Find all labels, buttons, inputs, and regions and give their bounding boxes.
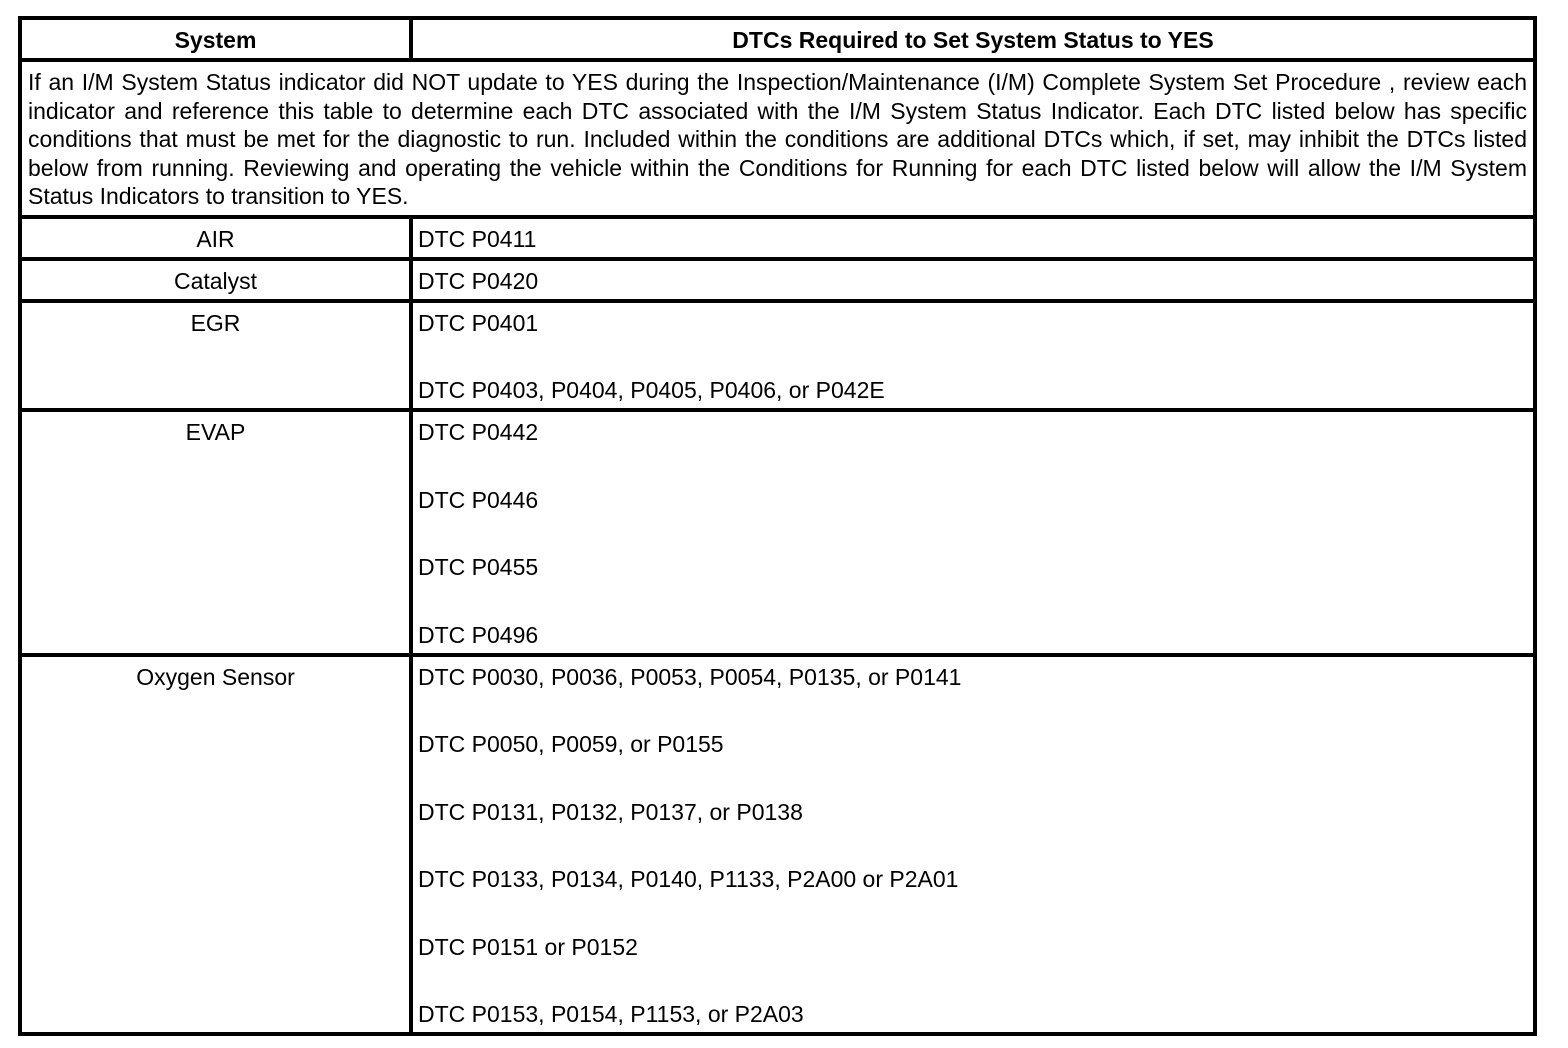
table-row-egr [20, 301, 1535, 411]
dtc-code: DTC P0411 [418, 225, 537, 252]
dtc-code: DTC P0446 [418, 486, 539, 513]
table-row-oxygen-sensor [20, 655, 1535, 1035]
header-system: System [20, 18, 411, 60]
intro-text: If an I/M System Status indicator did NOT update to YES during the Inspection/Maintenance (I/M) Complete System Set Procedure , review each indicator and reference this table to determine each DTC associated with the I/M System Status Indicator. Each DTC listed below has specific conditions that must be met for the diagnostic to run. Included within the conditions are additional DTCs which, if set, may inhibit the DTCs listed below from running. Reviewing and operating the vehicle within the Conditions for Running for each DTC listed below will allow the I/M System Status Indicators to transition to YES. [20, 60, 1535, 217]
dtc-code: DTC P0153, P0154, P1153, or P2A03 [418, 1001, 804, 1028]
header-dtcs: DTCs Required to Set System Status to YES [411, 18, 1535, 60]
dtc-code: DTC P0420 [418, 267, 539, 294]
table-row-air [20, 217, 1535, 259]
dtc-table-container [18, 16, 1533, 1036]
codes-cell [411, 410, 1535, 655]
system-cell: EGR [20, 301, 411, 411]
table-header-row [20, 18, 1535, 60]
dtc-code: DTC P0403, P0404, P0405, P0406, or P042E [418, 377, 885, 404]
codes-cell [411, 301, 1535, 411]
dtc-code: DTC P0151 or P0152 [418, 933, 638, 960]
intro-row [20, 60, 1535, 217]
system-cell: Oxygen Sensor [20, 655, 411, 1035]
table-row-catalyst [20, 259, 1535, 301]
dtc-code: DTC P0442 [418, 419, 539, 446]
codes-cell [411, 217, 1535, 259]
system-cell: AIR [20, 217, 411, 259]
dtc-code: DTC P0131, P0132, P0137, or P0138 [418, 798, 803, 825]
dtc-code: DTC P0496 [418, 621, 539, 648]
dtc-code: DTC P0050, P0059, or P0155 [418, 731, 724, 758]
codes-cell [411, 259, 1535, 301]
system-cell: EVAP [20, 410, 411, 655]
dtc-code: DTC P0030, P0036, P0053, P0054, P0135, or P0141 [418, 663, 962, 690]
dtc-code: DTC P0455 [418, 554, 539, 581]
codes-cell [411, 655, 1535, 1035]
dtc-code: DTC P0401 [418, 309, 539, 336]
system-cell: Catalyst [20, 259, 411, 301]
dtc-table [18, 16, 1537, 1036]
table-row-evap [20, 410, 1535, 655]
dtc-code: DTC P0133, P0134, P0140, P1133, P2A00 or P2A01 [418, 866, 959, 893]
